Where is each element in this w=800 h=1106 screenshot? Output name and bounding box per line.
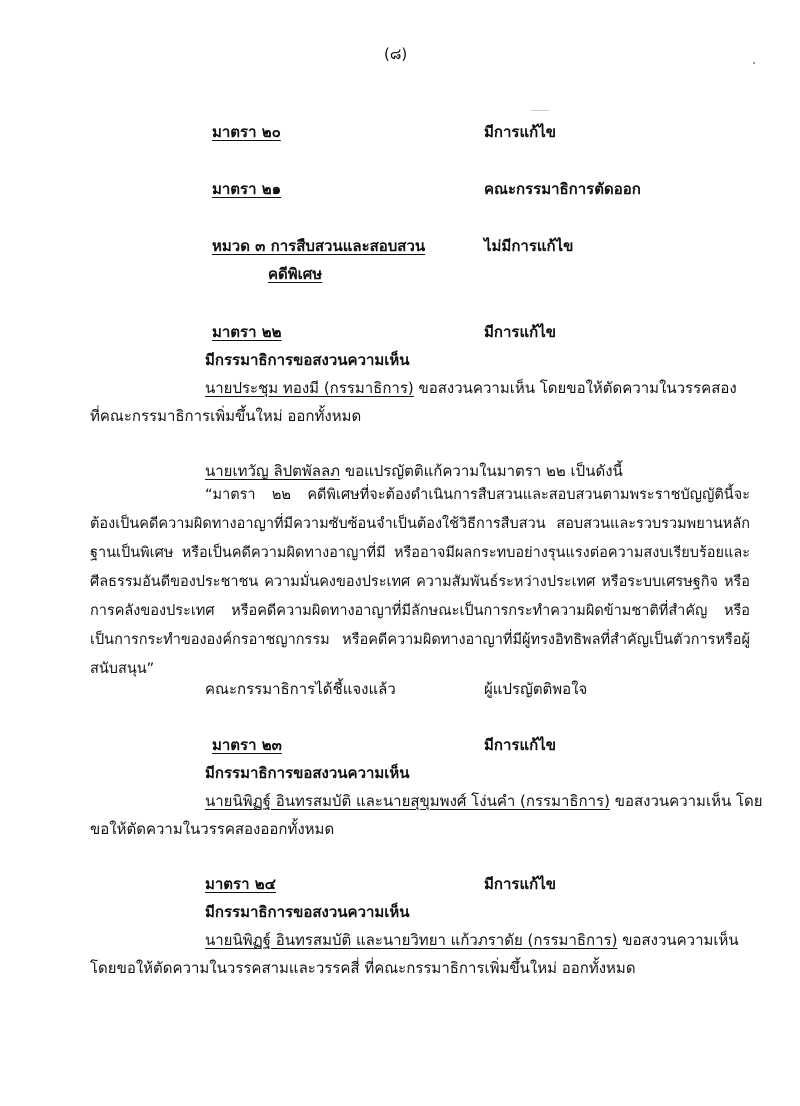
committee-note: คณะกรรมาธิการได้ชี้แจงแล้ว xyxy=(205,680,396,698)
section-23-reservation-line2: ขอให้ตัดความในวรรคสองออกทั้งหมด xyxy=(90,820,335,838)
member-names: นายนิพิฏฐ์ อินทรสมบัติ และนายวิทยา แก้วภราดัย (กรรมาธิการ) xyxy=(205,931,618,949)
member-names: นายนิพิฏฐ์ อินทรสมบัติ และนายสุขุมพงศ์ โง่นคำ (กรรมาธิการ) xyxy=(205,792,610,810)
section-20-status: มีการแก้ไข xyxy=(484,123,556,141)
chapter-3-label: หมวด ๓ การสืบสวนและสอบสวน xyxy=(212,237,426,255)
section-22-status: มีการแก้ไข xyxy=(484,323,556,341)
scan-speck xyxy=(753,62,755,64)
chapter-3-status: ไม่มีการแก้ไข xyxy=(484,237,574,255)
section-21-label: มาตรา ๒๑ xyxy=(212,180,282,198)
section-22-reservation-line1 xyxy=(205,376,737,400)
quote-text: “มาตรา ๒๒ คดีพิเศษที่จะต้องดำเนินการสืบสวนและสอบสวนตามพระราชบัญญัตินี้จะต้องเป็นคดีความผิดทางอาญาที่มีความซับซ้อนจำเป็นต้องใช้วิธีการสืบสวน สอบสวนและรวบรวมพยานหลักฐานเป็นพิเศษ หรือเป็นคดีความผิดทางอาญาที่มี หรืออาจมีผลกระทบอย่างรุนแรงต่อความสงบเรียบร้อยและศีลธรรมอันดีของประชาชน ความมั่นคงของประเทศ ความสัมพันธ์ระหว่างประเทศ หรือระบบเศรษฐกิจ หรือการคลังของประเทศ หรือคดีความผิดทางอาญาที่มีลักษณะเป็นการกระทำความผิดข้ามชาติที่สำคัญ หรือเป็นการกระทำขององค์กรอาชญากรรม หรือคดีความผิดทางอาญาที่มีผู้ทรงอิทธิพลที่สำคัญเป็นตัวการหรือผู้สนับสนุน” xyxy=(90,487,750,677)
section-21-status: คณะกรรมาธิการตัดออก xyxy=(484,180,641,198)
section-23-label: มาตรา ๒๓ xyxy=(212,736,282,754)
chapter-3-label-cont: คดีพิเศษ xyxy=(268,265,323,283)
reservation-text: ขอสงวนความเห็น โดยขอให้ตัดความในวรรคสอง xyxy=(413,379,737,397)
section-23-status: มีการแก้ไข xyxy=(484,736,556,754)
section-22-amendment-quote xyxy=(90,481,750,684)
member-name: นายประชุม ทองมี (กรรมาธิการ) xyxy=(205,379,414,397)
member-name: นายเทวัญ ลิปตพัลลภ xyxy=(205,462,341,480)
section-22-amendment-intro xyxy=(205,459,623,483)
amendment-text: ขอแปรญัตติแก้ความในมาตรา ๒๒ เป็นดังนี้ xyxy=(340,462,623,480)
amendment-result: ผู้แปรญัตติพอใจ xyxy=(484,680,588,698)
section-22-reservation-line2: ที่คณะกรรมาธิการเพิ่มขึ้นใหม่ ออกทั้งหมด xyxy=(90,407,362,425)
section-24-reservation-line1 xyxy=(205,928,739,952)
section-22-reservation-heading: มีกรรมาธิการขอสงวนความเห็น xyxy=(205,351,410,369)
section-23-reservation-line1 xyxy=(205,789,763,813)
reservation-text: ขอสงวนความเห็น xyxy=(617,931,739,949)
section-23-reservation-heading: มีกรรมาธิการขอสงวนความเห็น xyxy=(205,764,410,782)
section-24-status: มีการแก้ไข xyxy=(484,875,556,893)
scan-speck xyxy=(531,110,549,111)
section-20-label: มาตรา ๒๐ xyxy=(212,123,281,141)
section-24-reservation-line2: โดยขอให้ตัดความในวรรคสามและวรรคสี่ ที่คณะกรรมาธิการเพิ่มขึ้นใหม่ ออกทั้งหมด xyxy=(90,959,636,977)
page-number: (๘) xyxy=(384,45,408,63)
section-22-label: มาตรา ๒๒ xyxy=(212,323,282,341)
section-24-label: มาตรา ๒๔ xyxy=(205,875,276,893)
section-24-reservation-heading: มีกรรมาธิการขอสงวนความเห็น xyxy=(205,903,410,921)
reservation-text: ขอสงวนความเห็น โดย xyxy=(609,792,763,810)
